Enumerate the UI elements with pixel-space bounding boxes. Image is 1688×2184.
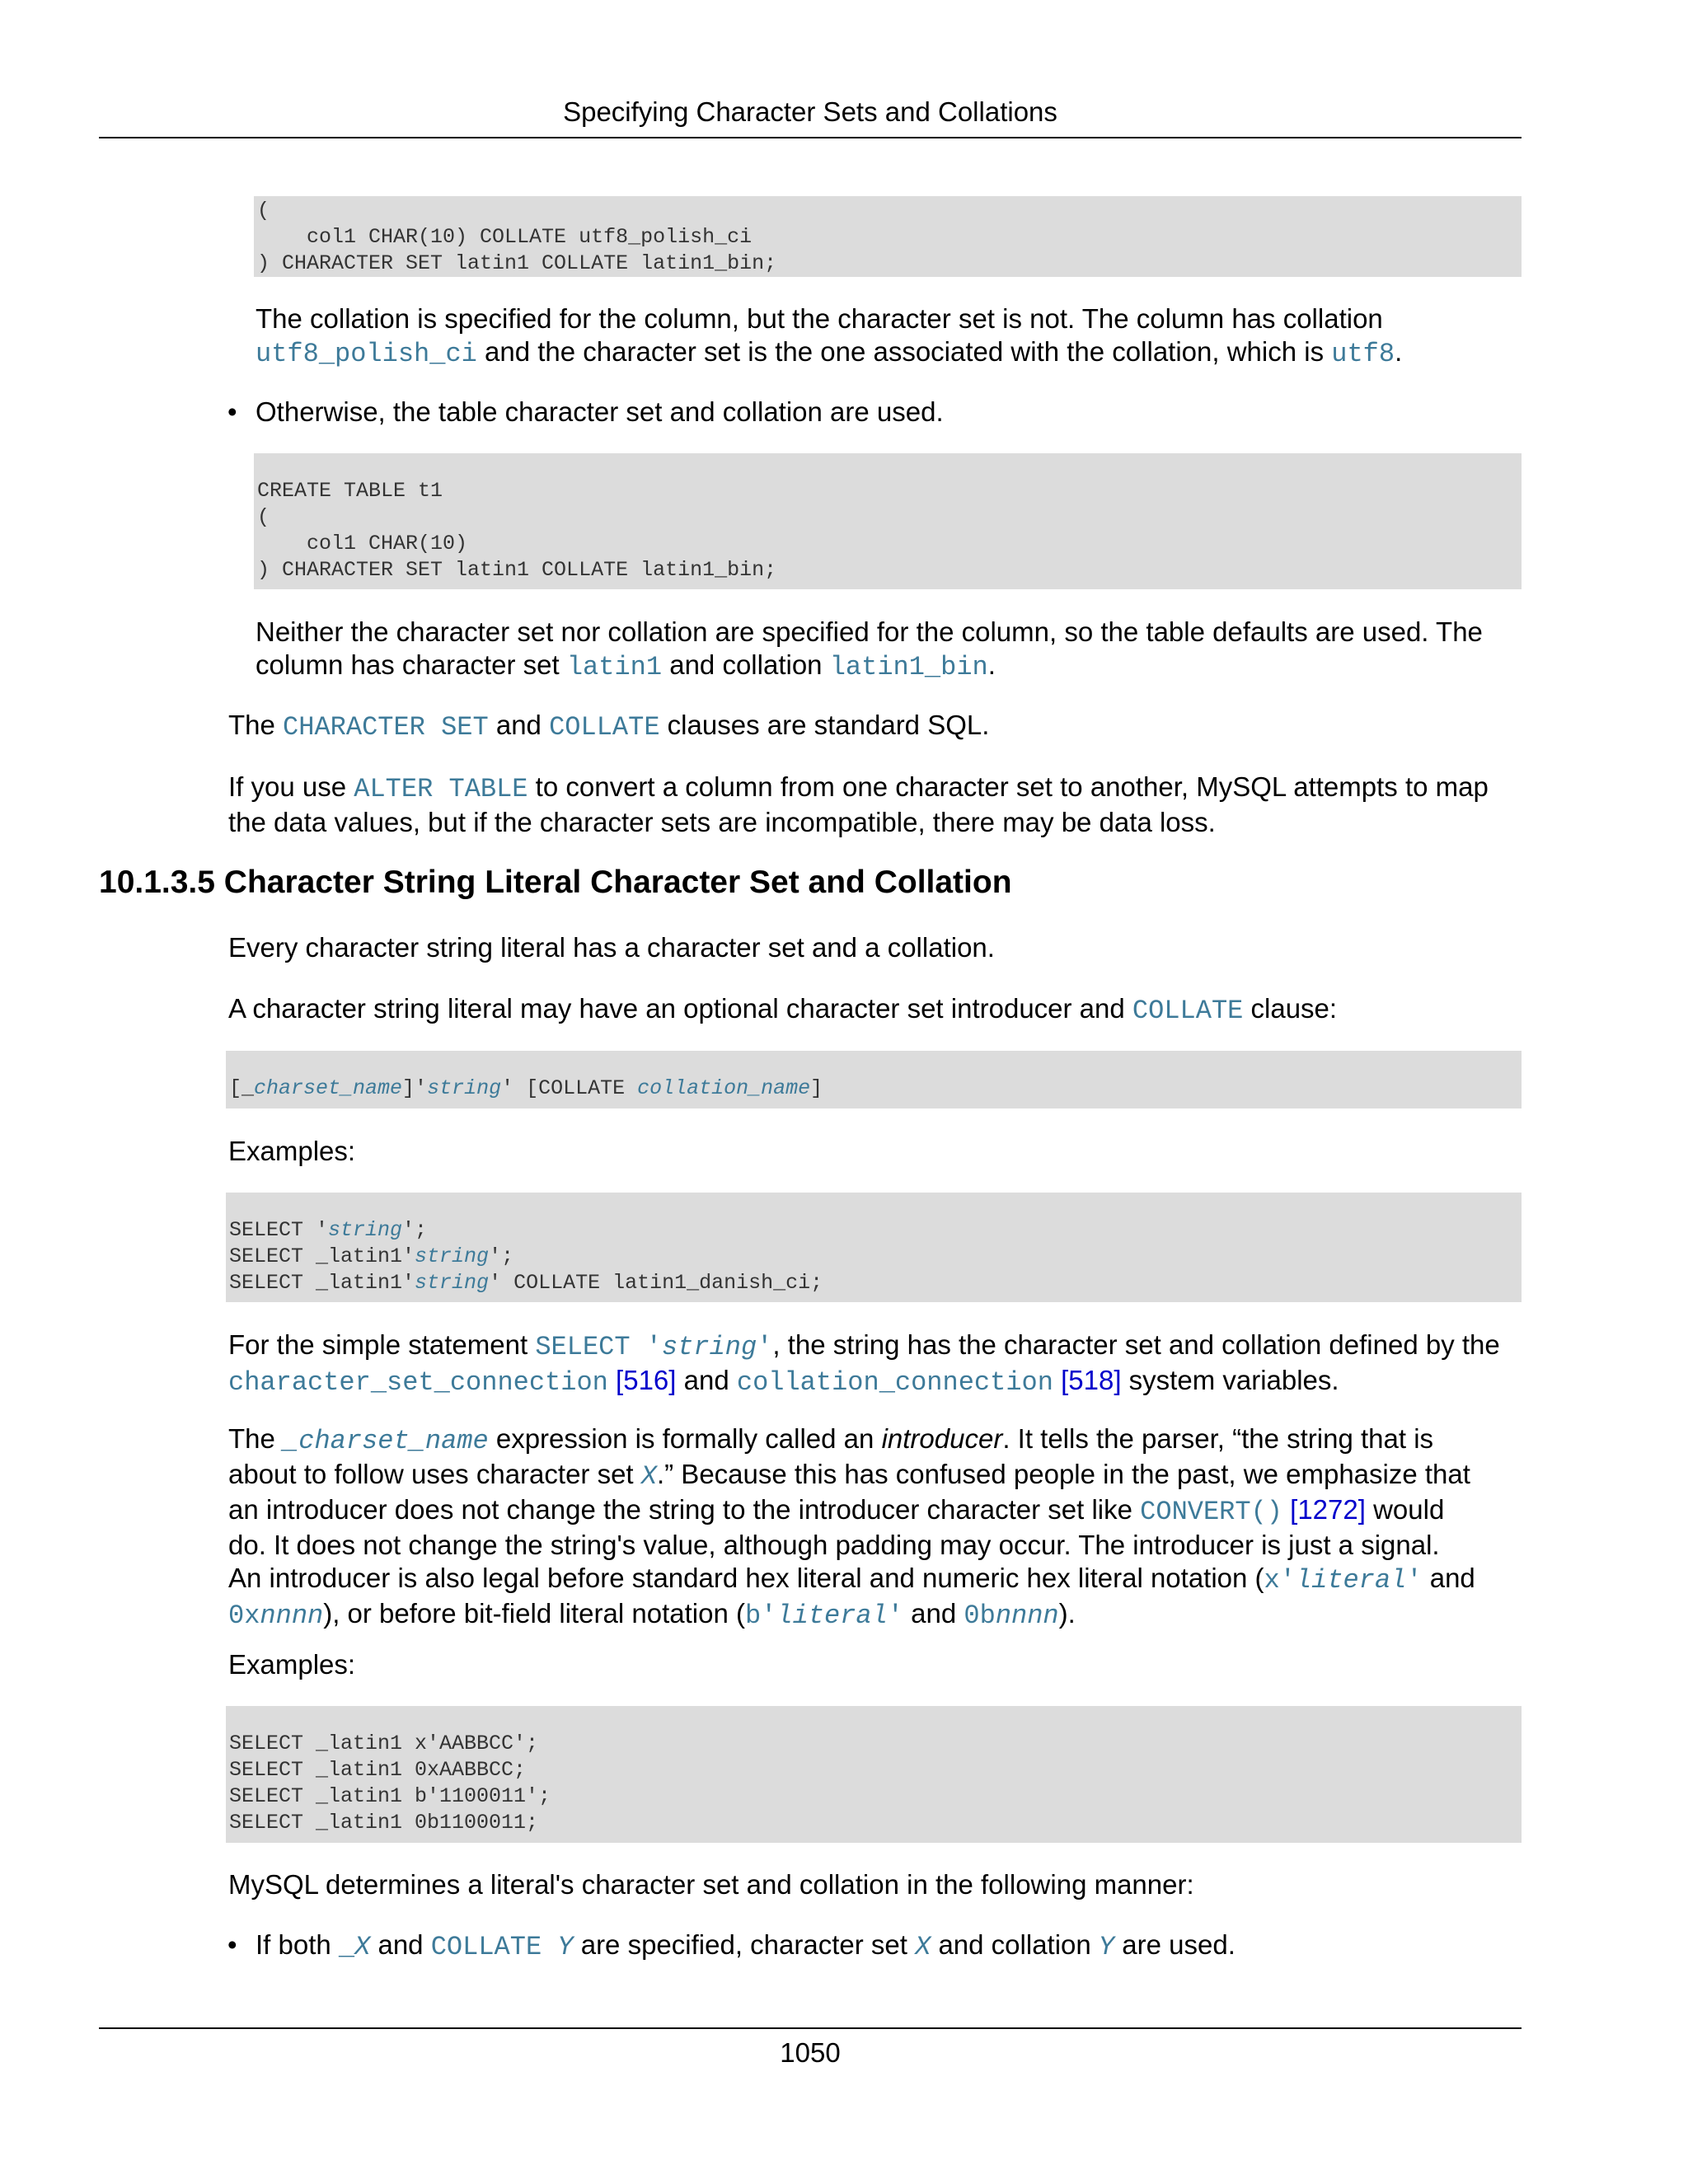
code-line: ( — [257, 199, 270, 223]
code-block — [254, 196, 1522, 277]
inline-code: Y — [1098, 1932, 1115, 1962]
bullet-item: • Otherwise, the table character set and collation are used. — [227, 396, 944, 427]
page-number: 1050 — [780, 2037, 841, 2068]
code-block — [226, 1706, 1522, 1843]
code-line: SELECT _latin1 x'AABBCC'; — [229, 1732, 539, 1755]
code-block — [254, 453, 1522, 589]
inline-code: 0bnnnn — [964, 1601, 1059, 1631]
code-line: SELECT _latin1 0xAABBCC; — [229, 1758, 527, 1782]
inline-code: collation_connection — [736, 1367, 1053, 1398]
inline-code: SELECT 'string' — [535, 1332, 773, 1362]
page-header-title: Specifying Character Sets and Collations — [563, 96, 1057, 127]
section-heading: 10.1.3.5 Character String Literal Character Set and Collation — [99, 865, 1012, 900]
inline-code: COLLATE — [549, 712, 660, 743]
page-footer — [99, 2027, 1522, 2069]
inline-code: latin1 — [566, 652, 663, 682]
page-reference-link[interactable]: [516] — [607, 1365, 677, 1395]
page-reference-link[interactable]: [518] — [1053, 1365, 1122, 1395]
inline-code: COLLATE Y — [430, 1932, 574, 1962]
bullet-item: • If both _X and COLLATE Y are specified, character set X and collation Y are used. — [227, 1929, 1236, 1962]
paragraph: Neither the character set nor collation are specified for the column, so the table defaults are used. The column has character set latin1 and collation latin1_bin. — [256, 616, 1483, 682]
paragraph: Every character string literal has a character set and a collation. — [228, 932, 995, 963]
inline-code: utf8 — [1331, 339, 1395, 369]
paragraph: Examples: — [228, 1136, 356, 1166]
inline-code: utf8_polish_ci — [256, 339, 477, 369]
inline-code: CHARACTER SET — [283, 712, 489, 743]
paragraph: MySQL determines a literal's character set and collation in the following manner: — [228, 1869, 1194, 1900]
paragraph: If you use ALTER TABLE to convert a column from one character set to another, MySQL attempts to map the data values, but if the character sets are incompatible, there may be data loss. — [228, 771, 1489, 837]
paragraph: A character string literal may have an optional character set introducer and COLLATE clause: — [228, 993, 1338, 1026]
paragraph: The collation is specified for the column, but the character set is not. The column has collation utf8_polish_ci and the character set is the one associated with the collation, which is utf8. — [256, 303, 1403, 369]
paragraph: For the simple statement SELECT 'string', the string has the character set and collation defined by the character_set_connection [516] and collation_connection [518] system variables. — [228, 1329, 1500, 1398]
inline-code: COLLATE — [1132, 996, 1244, 1026]
paragraph: The _charset_name expression is formally called an introducer. It tells the parser, “the string that is about to follow uses character set X.” Because this has confused people in the past, we emphasize that an introducer does not change the string to the introducer character set like CONVERT() [1272] would do. It does not change the string's value, although padding may occur. The introducer is just a signal. An introducer is also legal before standard hex literal and numeric hex literal notation (x'literal' and 0xnnnn), or before bit-field literal notation (b'literal' and 0bnnnn). — [228, 1423, 1475, 1631]
code-line: CREATE TABLE t1 — [257, 479, 443, 503]
bullet-symbol: • — [227, 1929, 237, 1960]
page-header — [99, 96, 1522, 138]
code-line: col1 CHAR(10) COLLATE utf8_polish_ci — [257, 225, 753, 249]
inline-code: CONVERT() — [1140, 1497, 1282, 1527]
inline-code: latin1_bin — [829, 652, 988, 682]
inline-code: b'literal' — [744, 1601, 903, 1631]
paragraph: Examples: — [228, 1649, 356, 1680]
code-block: SELECT 'string'; SELECT _latin1'string'; SELECT _latin1'string' COLLATE latin1_danish_ci; — [226, 1193, 1522, 1302]
code-block: [_charset_name]'string' [COLLATE collation_name] — [226, 1051, 1522, 1108]
inline-code: character_set_connection — [228, 1367, 608, 1398]
inline-code: _charset_name — [283, 1426, 489, 1456]
paragraph: The CHARACTER SET and COLLATE clauses are standard SQL. — [228, 710, 990, 743]
code-line: SELECT _latin1 b'1100011'; — [229, 1784, 551, 1808]
code-line: ) CHARACTER SET latin1 COLLATE latin1_bin; — [257, 558, 777, 582]
inline-code: X — [640, 1461, 657, 1492]
code-line: SELECT _latin1 0b1100011; — [229, 1811, 539, 1835]
code-line: ( — [257, 505, 270, 529]
code-line: col1 CHAR(10) — [257, 532, 468, 555]
inline-code: x'literal' — [1264, 1565, 1423, 1596]
inline-code: ALTER TABLE — [354, 774, 528, 804]
bullet-symbol: • — [227, 396, 237, 427]
inline-code: X — [915, 1932, 931, 1962]
inline-code: _X — [338, 1932, 371, 1962]
code-line: ) CHARACTER SET latin1 COLLATE latin1_bin; — [257, 251, 777, 275]
page-reference-link[interactable]: [1272] — [1282, 1494, 1366, 1525]
inline-code: 0xnnnn — [228, 1601, 324, 1631]
